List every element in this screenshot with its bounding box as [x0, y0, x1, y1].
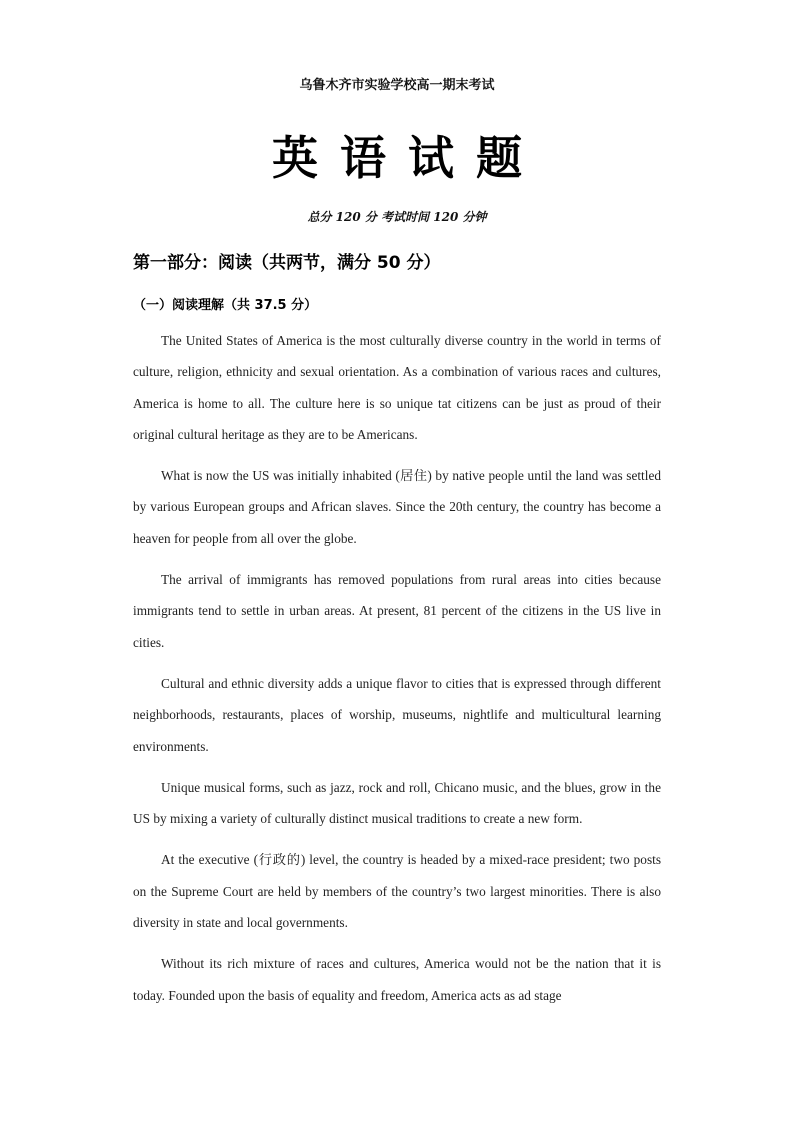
- exam-score-time: 总分 120 分 考试时间 120 分钟: [307, 210, 487, 224]
- exam-title: 英语试题: [272, 131, 544, 185]
- passage-paragraph: The arrival of immigrants has removed populations from rural areas into cities because immigrants tend to settle in urban areas. At present, 81 percent of the citizens in the US live in cities.: [133, 572, 661, 650]
- passage-paragraph: At the executive (行政的) level, the country is headed by a mixed-race president; two posts on the Supreme Court are held by members of the country’s two largest minorities. There is also diversity in state and local governments.: [133, 852, 661, 931]
- passage-paragraph: Without its rich mixture of races and cultures, America would not be the nation that it is today. Founded upon the basis of equality and freedom, America acts as ad stage: [133, 956, 661, 1003]
- part-heading: 第一部分：阅读（共两节，满分 50 分）: [133, 253, 441, 273]
- passage-paragraph: The United States of America is the most culturally diverse country in the world in terms of culture, religion, ethnicity and sexual orientation. As a combination of various races and cultures, America is home to all. The culture here is so unique tat citizens can be just as proud of their original cultural heritage as they are to be Americans.: [133, 333, 661, 442]
- section-heading: （一）阅读理解（共 37.5 分）: [133, 298, 318, 313]
- passage-paragraph: What is now the US was initially inhabited (居住) by native people until the land was settled by various European groups and African slaves. Since the 20th century, the country has become a heaven for people from all over the globe.: [133, 468, 661, 546]
- school-exam-name: 乌鲁木齐市实验学校高一期末考试: [299, 78, 495, 93]
- passage-paragraph: Cultural and ethnic diversity adds a unique flavor to cities that is expressed through different neighborhoods, restaurants, places of worship, museums, nightlife and multicultural learning environments.: [133, 675, 661, 754]
- passage-paragraph: Unique musical forms, such as jazz, rock and roll, Chicano music, and the blues, grow in the US by mixing a variety of culturally distinct musical traditions to create a new form.: [133, 779, 661, 827]
- reading-passage: [133, 325, 661, 1021]
